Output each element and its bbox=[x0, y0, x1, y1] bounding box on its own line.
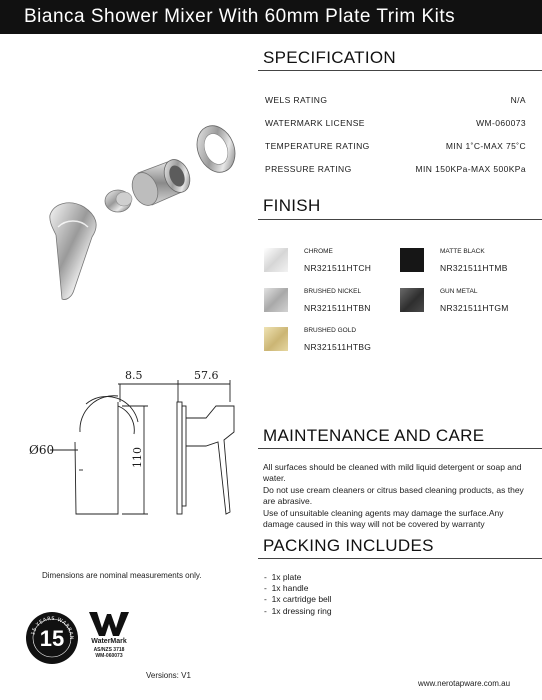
finish-code: NR321511HTBN bbox=[304, 303, 371, 313]
page-title: Bianca Shower Mixer With 60mm Plate Trim Kits bbox=[24, 6, 456, 27]
finish-code: NR321511HTCH bbox=[304, 263, 372, 273]
finish-swatch-brushed-nickel bbox=[264, 288, 288, 312]
finish-name: GUN METAL bbox=[440, 288, 478, 295]
title-bar bbox=[0, 0, 542, 34]
watermark-standard: AS/NZS 3718 bbox=[93, 647, 125, 653]
dimension-label-diameter: Ø60 bbox=[29, 443, 55, 457]
version-label: Versions: V1 bbox=[146, 671, 191, 680]
watermark-w-icon bbox=[88, 610, 130, 638]
packing-item: - 1x cartridge bell bbox=[264, 594, 332, 605]
finish-swatch-gun-metal bbox=[400, 288, 424, 312]
maintenance-paragraph: Do not use cream cleaners or citrus based cleaning products, as they are abrasive. bbox=[263, 484, 524, 507]
finish-code: NR321511HTGM bbox=[440, 303, 509, 313]
specification-rule bbox=[258, 70, 542, 71]
specification-heading: SPECIFICATION bbox=[263, 48, 396, 67]
packing-heading: PACKING INCLUDES bbox=[263, 536, 434, 555]
finish-name: BRUSHED NICKEL bbox=[304, 288, 362, 295]
packing-list bbox=[264, 572, 332, 617]
spec-label: PRESSURE RATING bbox=[265, 164, 352, 174]
spec-label: TEMPERATURE RATING bbox=[265, 141, 370, 151]
finish-name: CHROME bbox=[304, 248, 333, 255]
spec-label: WELS RATING bbox=[265, 95, 328, 105]
finish-heading: FINISH bbox=[263, 196, 321, 215]
website-link[interactable]: www.nerotapware.com.au bbox=[418, 679, 511, 688]
spec-label: WATERMARK LICENSE bbox=[265, 118, 365, 128]
finish-swatch-matte-black bbox=[400, 248, 424, 272]
packing-item: - 1x plate bbox=[264, 572, 302, 582]
spec-value: N/A bbox=[510, 95, 526, 105]
maintenance-rule bbox=[258, 448, 542, 449]
finish-code: NR321511HTMB bbox=[440, 263, 508, 273]
dimension-label-height: 110 bbox=[131, 447, 144, 468]
product-exploded-image bbox=[40, 115, 290, 330]
dimensions-note: Dimensions are nominal measurements only. bbox=[42, 571, 202, 580]
watermark-logo bbox=[84, 610, 134, 672]
finish-name: MATTE BLACK bbox=[440, 248, 485, 255]
packing-rule bbox=[258, 558, 542, 559]
warranty-number: 15 bbox=[39, 626, 65, 651]
maintenance-text bbox=[263, 462, 531, 530]
spec-value: WM-060073 bbox=[476, 118, 526, 128]
dimension-label-top-left: 8.5 bbox=[125, 369, 143, 382]
finish-swatch-brushed-gold bbox=[264, 327, 288, 351]
watermark-license: WM-060073 bbox=[95, 653, 123, 659]
finish-name: BRUSHED GOLD bbox=[304, 327, 357, 334]
warranty-arc-text: 15 YEARS WARRAN bbox=[30, 615, 75, 641]
warranty-badge bbox=[25, 611, 79, 665]
spec-value: MIN 1˚C-MAX 75˚C bbox=[445, 141, 526, 151]
watermark-brand: WaterMark bbox=[91, 638, 127, 645]
dimension-label-top-right: 57.6 bbox=[194, 369, 219, 382]
finish-code: NR321511HTBG bbox=[304, 342, 372, 352]
maintenance-paragraph: Use of unsuitable cleaning agents may damage the surface.Any damage caused in this way will not be covered by warranty bbox=[263, 507, 504, 530]
packing-item: - 1x handle bbox=[264, 583, 309, 594]
finish-rule bbox=[258, 219, 542, 220]
packing-item: - 1x dressing ring bbox=[264, 605, 332, 616]
spec-value: MIN 150KPa-MAX 500KPa bbox=[415, 164, 526, 174]
maintenance-heading: MAINTENANCE AND CARE bbox=[263, 426, 485, 445]
finish-swatch-chrome bbox=[264, 248, 288, 272]
maintenance-paragraph: All surfaces should be cleaned with mild liquid detergent or soap and water. bbox=[263, 462, 522, 484]
